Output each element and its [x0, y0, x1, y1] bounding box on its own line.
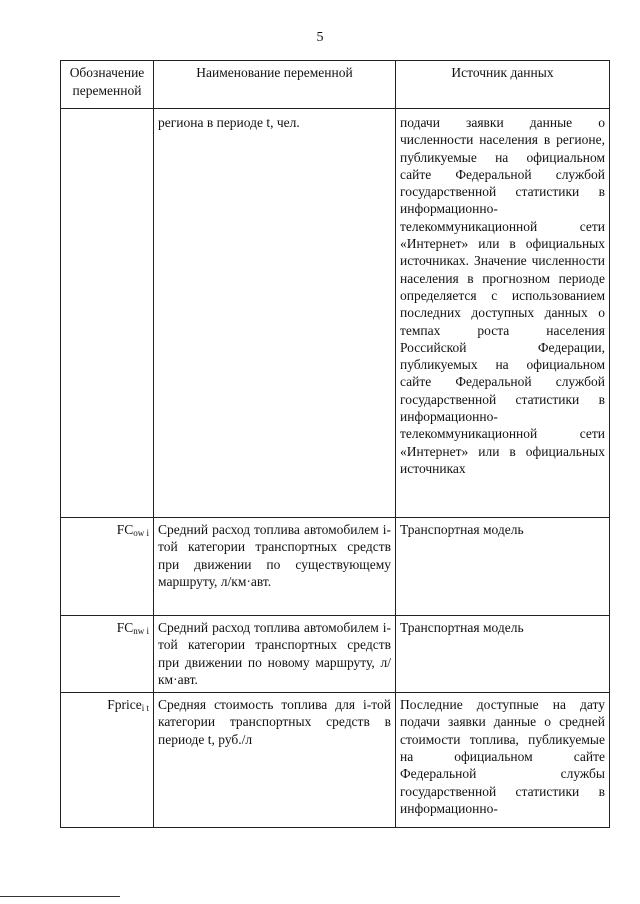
row-name: региона в периоде t, чел. — [154, 109, 396, 518]
row-symbol — [61, 616, 154, 693]
symbol-base: FC — [116, 620, 134, 635]
symbol-subscript: nw i — [133, 626, 149, 636]
header-data-source: Источник данных — [396, 61, 610, 109]
symbol-subscript: ow i — [133, 528, 149, 538]
header-designation: Обозначение переменной — [61, 61, 154, 109]
table-row — [61, 616, 610, 693]
table-row — [61, 109, 610, 518]
row-source: подачи заявки данные о численности населения в регионе, публикуемые на официальном сайте Федеральной службой государственной статистики в информационно-телекоммуникационной сети «Интернет» или в официальных источниках. Значение численности населения в прогнозном периоде определяется с использованием последних доступных данных о темпах роста населения Российской Федерации, публикуемых на официальном сайте Федеральной службой государственной статистики в информационно-телекоммуникационной сети «Интернет» или в официальных источниках — [396, 109, 610, 518]
row-name: Средний расход топлива автомобилем i-той категории транспортных средств при движении по существующему маршруту, л/км·авт. — [154, 518, 396, 616]
header-variable-name: Наименование переменной — [154, 61, 396, 109]
table-row — [61, 693, 610, 828]
table-row — [61, 518, 610, 616]
row-source: Последние доступные на дату подачи заявки данные о средней стоимости топлива, публикуемые на официальном сайте Федеральной службы государственной статистики в информационно- — [396, 693, 610, 828]
row-symbol — [61, 109, 154, 518]
symbol-base: Fprice — [107, 697, 142, 713]
footnote-divider — [0, 896, 120, 897]
row-name: Средняя стоимость топлива для i-той категории транспортных средств в периоде t, руб./л — [154, 693, 396, 828]
page-number: 5 — [316, 30, 324, 45]
row-source: Транспортная модель — [396, 518, 610, 616]
row-source: Транспортная модель — [396, 616, 610, 693]
table-header-row — [61, 61, 610, 109]
row-symbol — [61, 518, 154, 616]
symbol-subscript: i t — [141, 703, 149, 714]
symbol-base: FC — [116, 522, 134, 537]
row-symbol — [61, 693, 154, 828]
row-name: Средний расход топлива автомобилем i-той категории транспортных средств при движении по новому маршруту, л/км·авт. — [154, 616, 396, 693]
variables-table — [60, 60, 610, 828]
